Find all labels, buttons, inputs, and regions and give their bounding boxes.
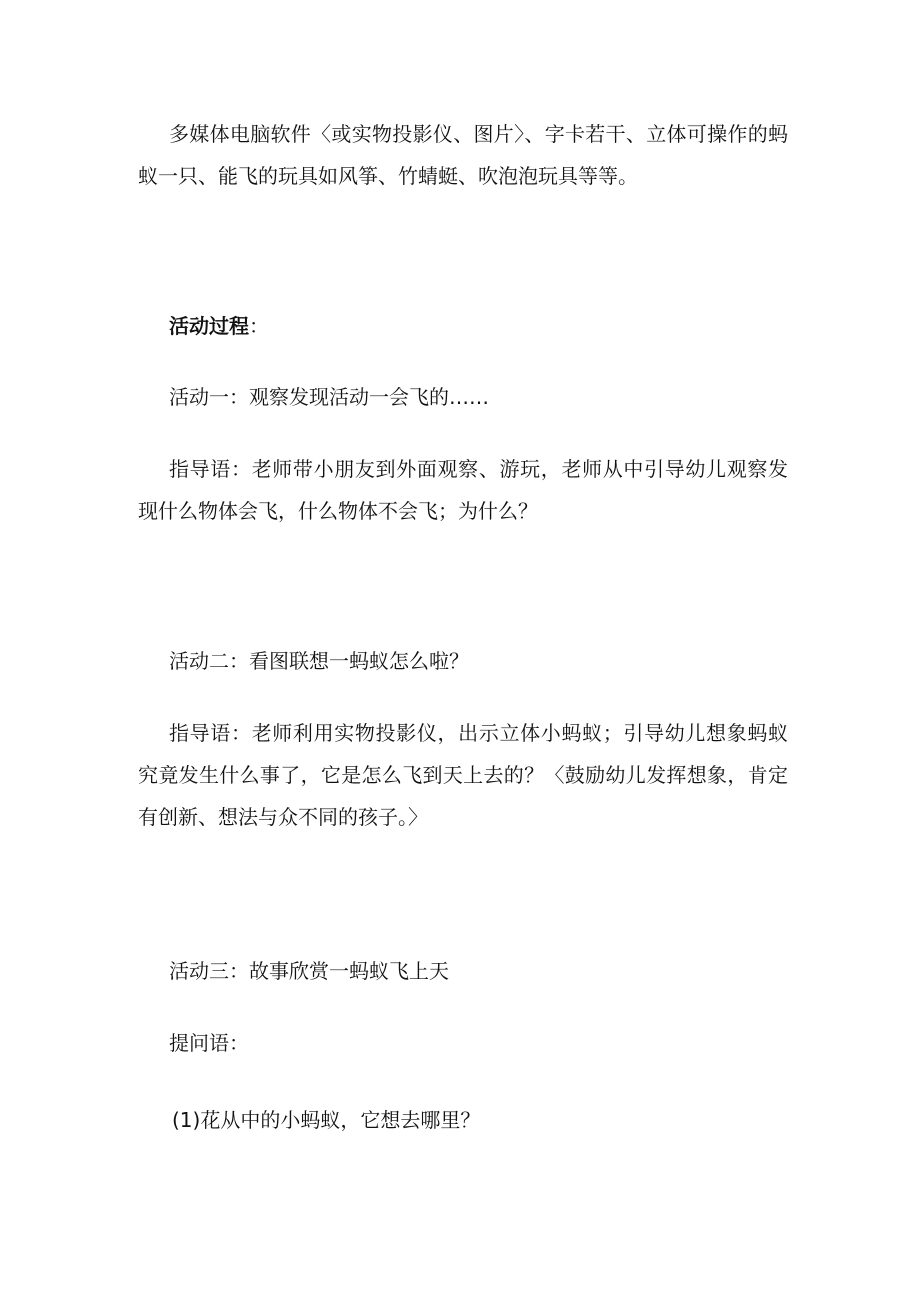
question-label: 提问语： [169, 1031, 249, 1055]
activity1-title: 活动一：观察发现活动一会飞的…… [169, 385, 489, 409]
process-heading-text: 活动过程 [169, 314, 249, 338]
activity2-guide: 指导语：老师利用实物投影仪，出示立体小蚂蚁；引导幼儿想象蚂蚁究竟发生什么事了，它是怎么飞到天上去的？〈鼓励幼儿发挥想象，肯定有创新、想法与众不同的孩子。〉 [138, 721, 788, 829]
activity3-title: 活动三：故事欣赏一蚂蚁飞上天 [169, 959, 449, 983]
materials-paragraph: 多媒体电脑软件〈或实物投影仪、图片〉、字卡若干、立体可操作的蚂蚁一只、能飞的玩具如风筝、竹蜻蜓、吹泡泡玩具等等。 [138, 122, 788, 188]
activity2-title: 活动二：看图联想一蚂蚁怎么啦？ [169, 649, 469, 673]
question-item-1: (1)花从中的小蚂蚁，它想去哪里？ [172, 1108, 481, 1132]
activity1-guide: 指导语：老师带小朋友到外面观察、游玩，老师从中引导幼儿观察发现什么物体会飞，什么物体不会飞；为什么？ [138, 457, 788, 523]
process-heading-colon: ： [249, 314, 269, 338]
process-heading [138, 305, 788, 347]
